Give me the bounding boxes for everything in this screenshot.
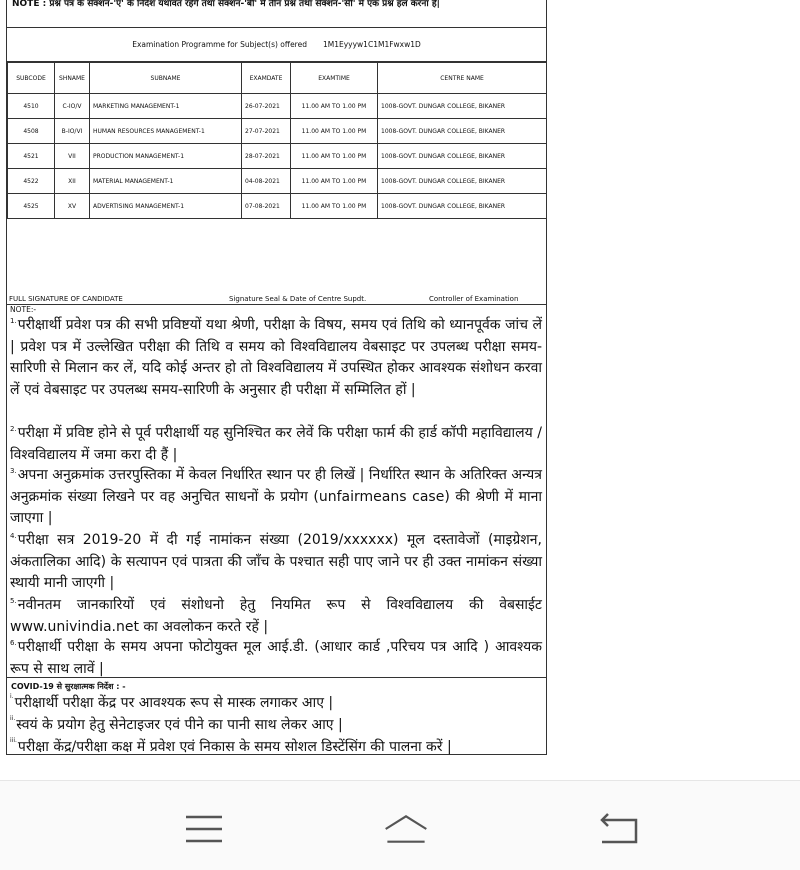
header-centre-name: CENTRE NAME — [378, 63, 547, 94]
header-examtime: EXAMTIME — [291, 63, 378, 94]
shname-cell: C-IO/V — [55, 94, 90, 119]
header-subname: SUBNAME — [90, 63, 242, 94]
centre-cell: 1008-GOVT. DUNGAR COLLEGE, BIKANER — [378, 194, 547, 219]
centre-cell: 1008-GOVT. DUNGAR COLLEGE, BIKANER — [378, 169, 547, 194]
examtime-cell: 11.00 AM TO 1.00 PM — [291, 144, 378, 169]
system-navigation-bar — [0, 780, 800, 870]
subcode-cell: 4508 — [8, 119, 55, 144]
top-note-text: NOTE : प्रश्न पत्र के सेक्शन-'ए' के निर्देश यथावत रहेंगे तथा सेक्शन-'बी' में तीन प्रश्न तथा सेक्शन-'सी' में एक प्रश्न हल करना हैं| — [12, 0, 440, 9]
examtime-cell: 11.00 AM TO 1.00 PM — [291, 119, 378, 144]
table-header-row — [8, 63, 547, 94]
examtime-cell: 11.00 AM TO 1.00 PM — [291, 94, 378, 119]
subcode-cell: 4510 — [8, 94, 55, 119]
note-item: $^{6.}$परीक्षार्थी परीक्षा के समय अपना फोटोयुक्त मूल आई.डी. (आधार कार्ड ,परिचय पत्र आदि ) आवश्यक रूप से साथ लावें | — [10, 639, 542, 677]
examtime-cell: 11.00 AM TO 1.00 PM — [291, 169, 378, 194]
covid-item: $^{iii.}$परीक्षा केंद्र/परीक्षा कक्ष में प्रवेश एवं निकास के समय सोशल डिस्टेंसिंग की पालना करें | — [10, 737, 452, 755]
shname-cell: B-IO/VI — [55, 119, 90, 144]
examdate-cell: 07-08-2021 — [242, 194, 291, 219]
home-icon — [384, 811, 428, 847]
candidate-signature-label: FULL SIGNATURE OF CANDIDATE — [9, 295, 123, 303]
note-item: $^{4.}$परीक्षा सत्र 2019-20 में दी गई नामांकन संख्या (2019/xxxxxx) मूल दस्तावेजों (माइग्रेशन, अंकतालिका आदि) के सत्यापन एवं पात्रता की जाँच के पश्चात सही पाए जाने पर ही उक्त नामांकन संख्या स्थायी मानी जाएगी | — [10, 532, 542, 591]
back-button[interactable] — [598, 811, 642, 847]
exam-schedule-table — [7, 62, 547, 219]
subcode-cell: 4521 — [8, 144, 55, 169]
subcode-cell: 4522 — [8, 169, 55, 194]
notes-label: NOTE:- — [10, 305, 37, 314]
note-item: $^{1.}$परीक्षार्थी प्रवेश पत्र की सभी प्रविष्टयों यथा श्रेणी, परीक्षा के विषय, समय एवं तिथि को ध्यानपूर्वक जांच लें | प्रवेश पत्र में उल्लेखित परीक्षा की तिथि व समय को विश्वविद्यालय वेबसाइट पर उपलब्ध परीक्षा समय-सारिणी से मिलान कर लें, यदि कोई अन्तर हो तो विश्वविद्यालय में उपस्थित होकर आवश्यक संशोधन करवा लें एवं वेबसाइट पर उपलब्ध समय-सारिणी के अनुसार ही परीक्षा में सम्मिलित हों | — [10, 317, 542, 398]
subname-cell: ADVERTISING MANAGEMENT-1 — [90, 194, 242, 219]
table-row — [8, 119, 547, 144]
examdate-cell: 26-07-2021 — [242, 94, 291, 119]
table-row — [8, 194, 547, 219]
covid-title: COVID-19 से सुरक्षात्मक निर्देश : - — [11, 682, 126, 691]
header-examdate: EXAMDATE — [242, 63, 291, 94]
subname-cell: HUMAN RESOURCES MANAGEMENT-1 — [90, 119, 242, 144]
table-row — [8, 144, 547, 169]
subname-cell: MATERIAL MANAGEMENT-1 — [90, 169, 242, 194]
controller-signature-label: Controller of Examination — [429, 295, 519, 303]
examdate-cell: 28-07-2021 — [242, 144, 291, 169]
top-note — [7, 0, 546, 28]
subcode-cell: 4525 — [8, 194, 55, 219]
shname-cell: VII — [55, 144, 90, 169]
subname-cell: PRODUCTION MANAGEMENT-1 — [90, 144, 242, 169]
table-row — [8, 94, 547, 119]
centre-cell: 1008-GOVT. DUNGAR COLLEGE, BIKANER — [378, 144, 547, 169]
examdate-cell: 27-07-2021 — [242, 119, 291, 144]
menu-button[interactable] — [182, 811, 226, 847]
table-row — [8, 169, 547, 194]
examdate-cell: 04-08-2021 — [242, 169, 291, 194]
subname-cell: MARKETING MANAGEMENT-1 — [90, 94, 242, 119]
centre-cell: 1008-GOVT. DUNGAR COLLEGE, BIKANER — [378, 94, 547, 119]
menu-icon — [184, 814, 224, 844]
header-subcode: SUBCODE — [8, 63, 55, 94]
admit-card-document — [6, 0, 547, 755]
programme-code: 1M1Eyyyw1C1M1Fwxw1D — [322, 40, 421, 49]
centre-signature-label: Signature Seal & Date of Centre Supdt. — [229, 295, 367, 303]
programme-title: Examination Programme for Subject(s) offered — [132, 40, 307, 49]
centre-cell: 1008-GOVT. DUNGAR COLLEGE, BIKANER — [378, 119, 547, 144]
covid-item: $^{ii.}$स्वयं के प्रयोग हेतु सेनेटाइजर एवं पीने का पानी साथ लेकर आए | — [10, 715, 343, 733]
examtime-cell: 11.00 AM TO 1.00 PM — [291, 194, 378, 219]
home-button[interactable] — [384, 811, 428, 847]
signature-row — [7, 295, 546, 305]
back-icon — [598, 812, 642, 846]
covid-item: $^{i.}$परीक्षार्थी परीक्षा केंद्र पर आवश्यक रूप से मास्क लगाकर आए | — [10, 693, 334, 711]
shname-cell: XV — [55, 194, 90, 219]
shname-cell: XII — [55, 169, 90, 194]
note-item: $^{2.}$परीक्षा में प्रविष्ट होने से पूर्व परीक्षार्थी यह सुनिश्चित कर लेवें कि परीक्षा फार्म की हार्ड कॉपी महाविद्यालय /विश्वविद्यालय में जमा करा दी हैं | — [10, 425, 542, 463]
note-item: $^{3.}$अपना अनुक्रमांक उत्तरपुस्तिका में केवल निर्धारित स्थान पर ही लिखें | निर्धारित स्थान के अतिरिक्त अन्यत्र अनुक्रमांक संख्या लिखने पर वह अनुचित साधनों के प्रयोग (unfairmeans case) की श्रेणी में माना जाएगा | — [10, 467, 542, 526]
notes-section — [7, 305, 546, 678]
note-item: $^{5.}$नवीनतम जानकारियों एवं संशोधनो हेतु नियमित रूप से विश्वविद्यालय की वेबसाईट www.univindia.net का अवलोकन करते रहें | — [10, 597, 542, 635]
header-shname: SHNAME — [55, 63, 90, 94]
programme-header — [7, 28, 546, 62]
